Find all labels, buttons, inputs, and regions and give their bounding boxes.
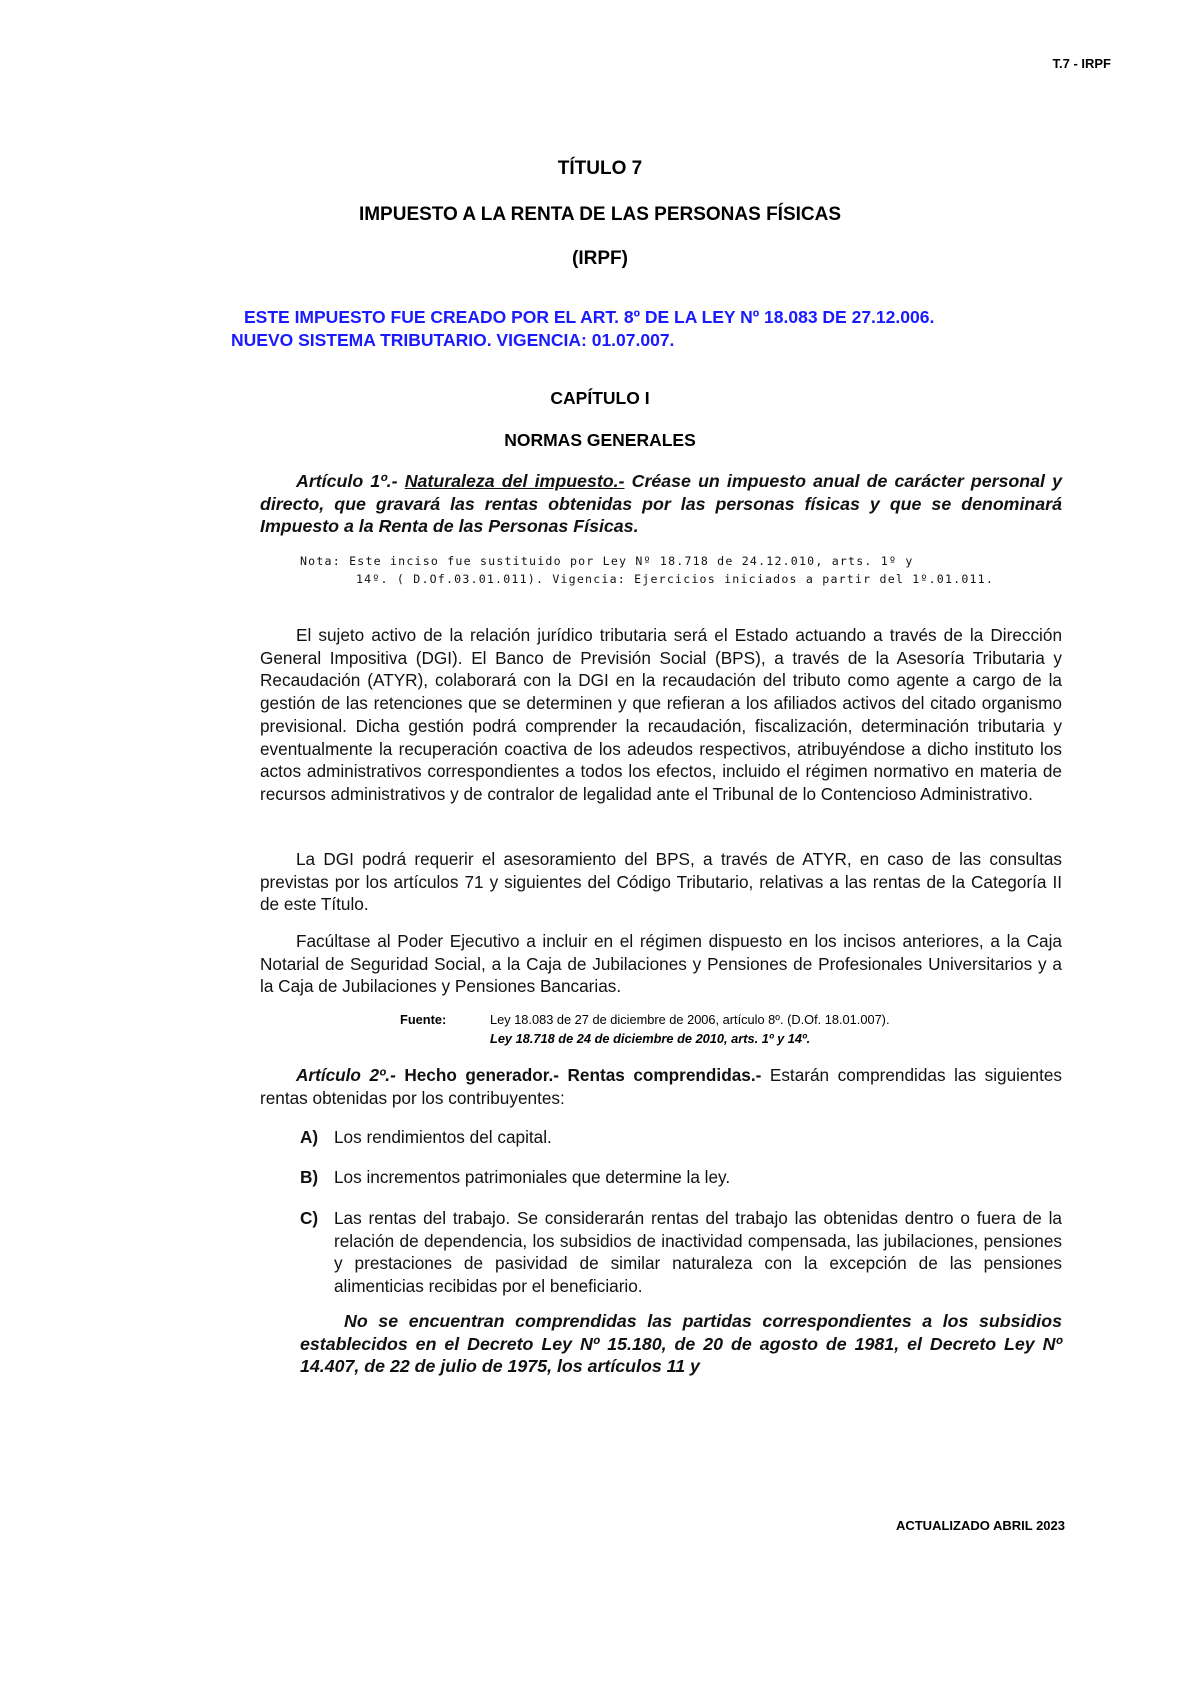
article-2-text: Estarán comprendidas las siguientes rentas obtenidas por los contribuyentes:: [260, 1065, 1062, 1108]
list-item: [300, 1126, 1062, 1149]
page-header-ref: T.7 - IRPF: [1052, 56, 1111, 71]
creation-notice: [231, 306, 1071, 352]
list-item: [300, 1207, 1062, 1298]
chapter-label: CAPÍTULO I: [550, 388, 650, 408]
list-item-marker: C): [300, 1208, 319, 1228]
list-item-text: Los incrementos patrimoniales que determine la ley.: [334, 1167, 731, 1187]
article-2-exclusion: No se encuentran comprendidas las partidas correspondientes a los subsidios establecidos en el Decreto Ley Nº 15.180, de 20 de agosto de 1981, el Decreto Ley Nº 14.407, de 22 de julio de 1975, los artículos 11 y: [300, 1311, 1062, 1377]
list-item-marker: B): [300, 1167, 319, 1187]
title-number: TÍTULO 7: [557, 158, 643, 179]
article-1-intro: [260, 470, 1062, 538]
source-label: Fuente:: [400, 1012, 447, 1027]
list-item-marker: A): [300, 1127, 319, 1147]
chapter-name: NORMAS GENERALES: [504, 430, 696, 450]
source-law-18718: Ley 18.718 de 24 de diciembre de 2010, arts. 1º y 14º.: [490, 1031, 811, 1046]
article-1-label: Artículo 1º.-: [296, 471, 398, 491]
note-line1: Nota: Este inciso fue sustituido por Ley Nº 18.718 de 24.12.010, arts. 1º y: [300, 554, 914, 568]
title-abbr: (IRPF): [572, 248, 628, 269]
footer-updated: ACTUALIZADO ABRIL 2023: [895, 1518, 1065, 1533]
article-2-heading: Hecho generador.- Rentas comprendidas.-: [404, 1065, 762, 1085]
article-2-label: Artículo 2º.-: [296, 1065, 396, 1085]
article-2-intro: [260, 1064, 1062, 1109]
note-line2: 14º. ( D.Of.03.01.011). Vigencia: Ejercicios iniciados a partir del 1º.01.011.: [356, 572, 995, 586]
article-1-paragraph-3: La DGI podrá requerir el asesoramiento del BPS, a través de ATYR, en caso de las consultas previstas por los artículos 71 y siguientes del Código Tributario, relativas a las rentas de la Categoría II de este Título.: [260, 849, 1062, 915]
creation-notice-line2: NUEVO SISTEMA TRIBUTARIO. VIGENCIA: 01.07.007.: [231, 330, 675, 350]
creation-notice-line1: ESTE IMPUESTO FUE CREADO POR EL ART. 8º DE LA LEY Nº 18.083 DE 27.12.006.: [244, 307, 935, 327]
article-1-paragraph-2: El sujeto activo de la relación jurídico tributaria será el Estado actuando a través de la Dirección General Impositiva (DGI). El Banco de Previsión Social (BPS), a través de la Asesoría Tributaria y Recaudación (ATYR), colaborará con la DGI en la recaudación del tributo como agente a cargo de la gestión de las retenciones que se determinen y que refieran a los afiliados activos del citado organismo previsional. Dicha gestión podrá comprender la recaudación, fiscalización, determinación tributaria y eventualmente la recuperación coactiva de los adeudos respectivos, atribuyéndose a dicho instituto los actos administrativos correspondientes a todos los efectos, incluido el régimen normativo en materia de recursos administrativos y de contralor de legalidad ante el Tribunal de lo Contencioso Administrativo.: [260, 625, 1062, 804]
article-1-heading: Naturaleza del impuesto.-: [404, 471, 625, 491]
article-1-paragraph-4: Facúltase al Poder Ejecutivo a incluir en el régimen dispuesto en los incisos anteriores, a la Caja Notarial de Seguridad Social, a la Caja de Jubilaciones y Pensiones de Profesionales Universitarios y a la Caja de Jubilaciones y Pensiones Bancarias.: [260, 931, 1062, 997]
title-name: IMPUESTO A LA RENTA DE LAS PERSONAS FÍSICAS: [358, 204, 842, 225]
article-1-note: [300, 552, 1062, 588]
list-item: [300, 1166, 1062, 1189]
article-1-text: Créase un impuesto anual de carácter personal y directo, que gravará las rentas obtenidas por las personas físicas y que se denominará Impuesto a la Renta de las Personas Físicas.: [260, 471, 1062, 537]
list-item-text: Los rendimientos del capital.: [334, 1127, 552, 1147]
source-law-18083: Ley 18.083 de 27 de diciembre de 2006, artículo 8º. (D.Of. 18.01.007).: [490, 1012, 890, 1027]
list-item-text: Las rentas del trabajo. Se considerarán rentas del trabajo las obtenidas dentro o fuera de la relación de dependencia, los subsidios de inactividad compensada, las jubilaciones, pensiones y prestaciones de pasividad de similar naturaleza con la excepción de las pensiones alimenticias recibidas por el beneficiario.: [334, 1208, 1062, 1297]
